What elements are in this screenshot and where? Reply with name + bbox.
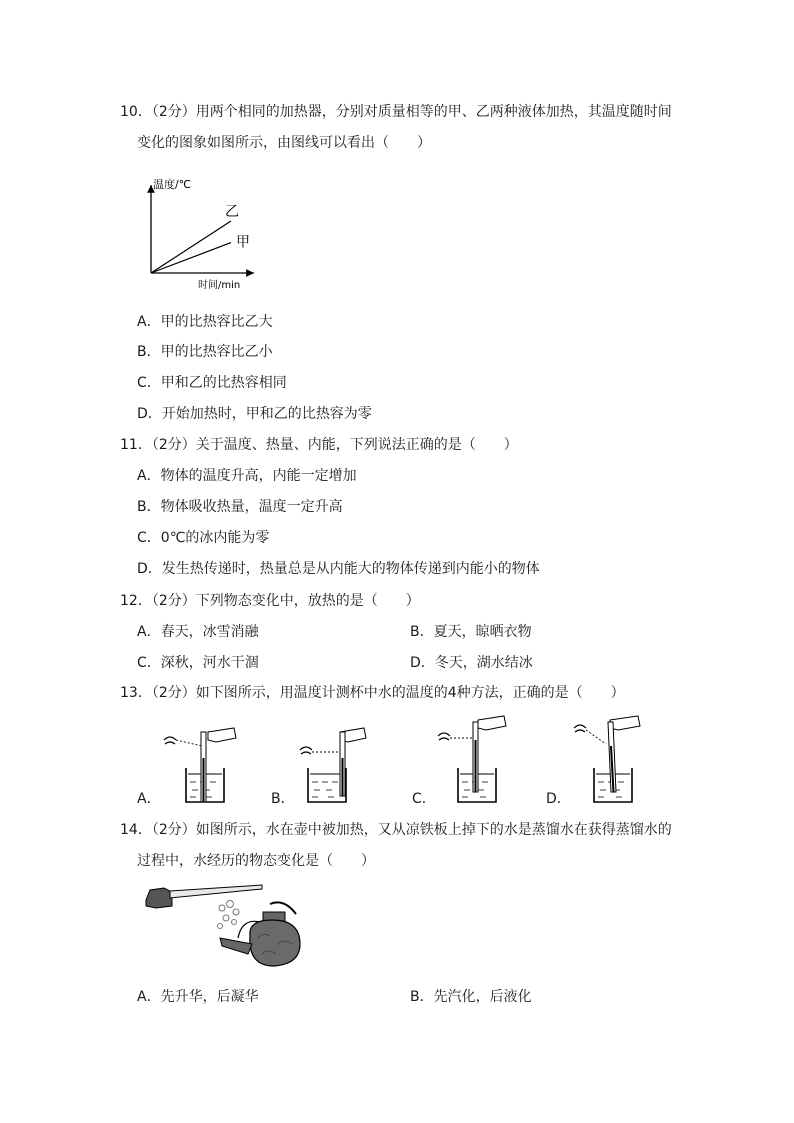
- option-text: 先升华，后凝华: [160, 989, 259, 1005]
- q12-option-b[interactable]: [410, 622, 532, 642]
- option-text: 甲的比热容比乙小: [160, 344, 273, 360]
- hand-icon: [478, 716, 506, 730]
- option-text: 开始加热时，甲和乙的比热容为零: [161, 406, 372, 422]
- q11-stem: [120, 435, 518, 455]
- hand-icon: [146, 888, 172, 908]
- eye-icon: [164, 737, 176, 744]
- q12-stem-text: 下列物态变化中，放热的是（ ）: [195, 593, 420, 609]
- eye-icon: [300, 747, 312, 754]
- option-letter: B．: [410, 989, 434, 1005]
- q13-figure-c[interactable]: [434, 712, 514, 810]
- q10-option-c[interactable]: [137, 373, 287, 393]
- option-letter: C．: [137, 530, 161, 546]
- q10-option-b[interactable]: [137, 342, 273, 362]
- option-letter: C．: [137, 375, 161, 391]
- q10-series-label-1: 甲: [236, 234, 250, 251]
- q13-figure-d-label: D．: [546, 791, 571, 807]
- option-letter: B．: [137, 344, 161, 360]
- q14-option-b[interactable]: [410, 987, 532, 1007]
- option-letter: D．: [137, 406, 162, 422]
- q13-stem-text: 如下图所示，用温度计测杯中水的温度的4种方法，正确的是（ ）: [195, 685, 625, 701]
- q10-x-axis-label: 时间/min: [198, 280, 241, 291]
- q11-option-d[interactable]: [137, 559, 540, 579]
- option-text: 甲和乙的比热容相同: [160, 375, 287, 391]
- sight-line: [586, 730, 606, 744]
- q12-option-a[interactable]: [137, 622, 259, 642]
- hand-icon: [208, 728, 236, 742]
- option-text: 物体吸收热量，温度一定升高: [160, 499, 343, 515]
- q11-number: 11．: [120, 437, 152, 453]
- eye-icon: [574, 725, 586, 732]
- q12-points: （2分）: [151, 593, 196, 609]
- option-letter: A．: [137, 624, 161, 640]
- q11-points: （2分）: [151, 437, 196, 453]
- sight-line: [176, 740, 202, 746]
- option-letter: C．: [137, 655, 161, 671]
- q14-stem-line1: [120, 820, 672, 840]
- q14-option-a[interactable]: [137, 987, 259, 1007]
- option-text: 春天，冰雪消融: [160, 624, 259, 640]
- q10-option-d[interactable]: [137, 404, 372, 424]
- option-letter: B．: [410, 624, 434, 640]
- q12-stem: [120, 591, 420, 611]
- q13-number: 13．: [120, 685, 152, 701]
- q13-figure-d[interactable]: [570, 712, 650, 810]
- q14-stem-line2: 过程中，水经历的物态变化是（ ）: [137, 853, 375, 869]
- q10-temperature-chart: [140, 170, 270, 295]
- q10-y-axis-label: 温度/℃: [153, 178, 192, 191]
- option-letter: B．: [137, 499, 161, 515]
- option-text: 夏天，晾晒衣物: [433, 624, 532, 640]
- option-letter: A．: [137, 989, 161, 1005]
- iron-plate-icon: [170, 885, 262, 898]
- q10-stem-line2: 变化的图象如图所示，由图线可以看出（ ）: [137, 135, 431, 151]
- option-text: 甲的比热容比乙大: [160, 314, 273, 330]
- q10-stem-line1: [120, 102, 672, 122]
- q13-figure-c-label: C．: [412, 791, 436, 807]
- q11-stem-text: 关于温度、热量、内能，下列说法正确的是（ ）: [195, 437, 518, 453]
- option-letter: D．: [137, 561, 162, 577]
- q14-stem-text: 如图所示，水在壶中被加热，又从凉铁板上掉下的水是蒸馏水在获得蒸馏水的: [195, 822, 672, 838]
- q13-points: （2分）: [151, 685, 196, 701]
- q14-number: 14．: [120, 822, 152, 838]
- q12-option-d[interactable]: [410, 653, 533, 673]
- q13-figure-a-label: A．: [137, 791, 161, 807]
- q14-kettle-figure: [142, 878, 312, 974]
- option-text: 冬天，湖水结冰: [434, 655, 533, 671]
- q10-series-label-0: 乙: [225, 204, 239, 220]
- kettle-icon: [220, 902, 300, 966]
- q12-option-c[interactable]: [137, 653, 259, 673]
- option-letter: A．: [137, 314, 161, 330]
- q11-option-c[interactable]: [137, 528, 269, 548]
- q11-option-b[interactable]: [137, 497, 343, 517]
- q13-figure-a[interactable]: [160, 718, 240, 810]
- q13-stem: [120, 683, 625, 703]
- q10-option-a[interactable]: [137, 312, 273, 332]
- option-text: 物体的温度升高，内能一定增加: [160, 468, 357, 484]
- q10-number: 10．: [120, 104, 152, 120]
- steam-icon: [218, 901, 240, 929]
- option-text: 深秋，河水干涸: [160, 655, 259, 671]
- option-text: 先汽化，后液化: [433, 989, 532, 1005]
- q13-figure-b-label: B．: [271, 791, 295, 807]
- option-letter: D．: [410, 655, 435, 671]
- q11-option-a[interactable]: [137, 466, 357, 486]
- q13-figure-b[interactable]: [296, 718, 376, 810]
- q10-points: （2分）: [151, 104, 196, 120]
- q14-points: （2分）: [151, 822, 196, 838]
- q10-stem-text: 用两个相同的加热器，分别对质量相等的甲、乙两种液体加热，其温度随时间: [195, 104, 672, 120]
- option-text: 发生热传递时，热量总是从内能大的物体传递到内能小的物体: [161, 561, 540, 577]
- hand-icon: [610, 716, 640, 730]
- option-text: 0℃的冰内能为零: [160, 530, 270, 546]
- q12-number: 12．: [120, 593, 152, 609]
- eye-icon: [438, 733, 450, 740]
- option-letter: A．: [137, 468, 161, 484]
